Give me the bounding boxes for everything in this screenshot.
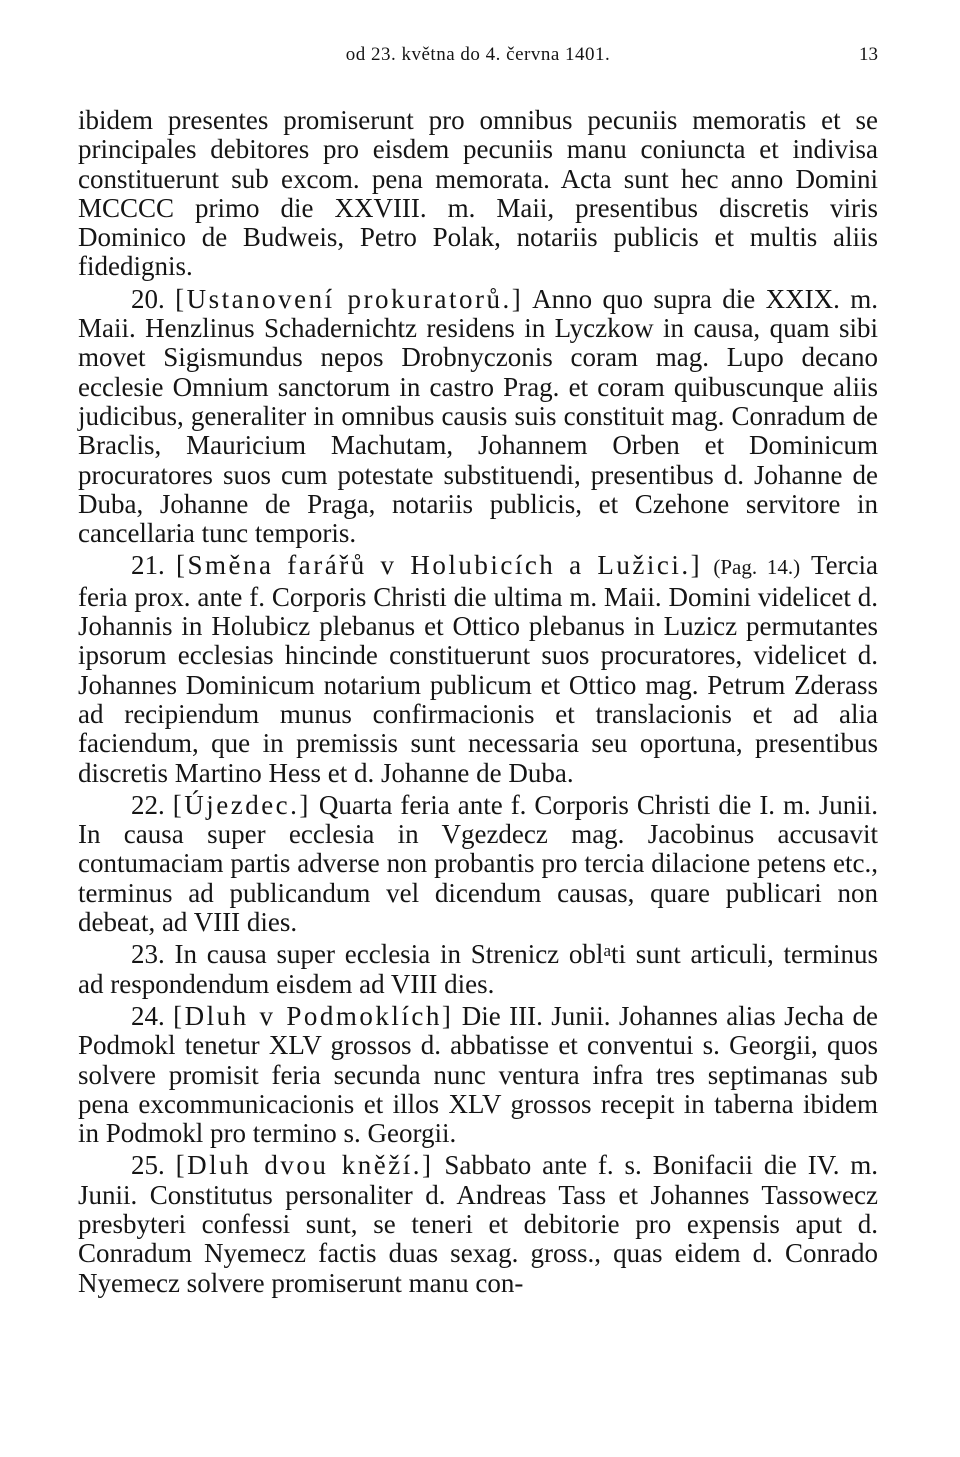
book-page [78,0,878,1301]
entry-heading: [Směna farářů v Holubicích a Lužici.] [176,550,703,581]
superscript-letter: a [603,941,611,961]
paragraph-text: ibidem presentes promiserunt pro omnibus pecuniis memoratis et se principales debitores pro eisdem pecuniis manu coniuncta et indivisa constituerunt sub excom. pena memorata. Acta sunt hec anno Domini MCCCC primo die XXVIII. m. Maii, presentibus discretis viris Dominico de Budweis, Petro Polak, notariis publicis et multis aliis fidedignis. [78,105,878,282]
entry-text: Die III. Junii. Johannes alias Jecha de Podmokl tenetur XLV grossos d. abbatisse et conventui s. Georgii, quos solvere promisit feria secunda nunc ventura infra tres septimanas sub pena excommunicacionis et illos XLV grossos recepit in taberna ibidem in Podmokl pro termino s. Georgii. [78,1000,878,1149]
entry-number: 24. [131,1000,165,1031]
entry-24 [78,1002,878,1148]
entry-number: 22. [131,789,165,820]
entry-heading: [Ustanovení prokuratorů.] [175,283,524,314]
entry-text-end: ti sunt articuli, terminus ad respondendum eisdem ad VIII dies. [78,939,878,999]
entry-text: Tercia feria prox. ante f. Corporis Christi die ultima m. Maii. Domini videlicet d. Johannis in Holubicz plebanus et Ottico plebanus in Luzicz permutantes ipsorum ecclesias hincinde constituerunt suos procuratores, videlicet d. Johannes Dominicum notarium publicum et Ottico mag. Petrum Zderass ad recipiendum munus confirmacionis et translacionis et ad alia faciendum, que in premissis sunt necessaria seu oportuna, presentibus discretis Martino Hess et d. Johanne de Duba. [78,550,879,788]
entry-text: Quarta feria ante f. Corporis Christi die I. m. Junii. In causa super ecclesia in Vgezdecz mag. Jacobinus accusavit contumaciam partis adverse non probantis pro tercia dilacione petens etc., terminus ad publicandum vel dicendum causas, quare publicari non debeat, ad VIII dies. [78,789,879,938]
page-reference: (Pag. 14.) [713,555,801,580]
running-title: od 23. května do 4. června 1401. [345,44,611,65]
entry-number: 21. [131,550,165,581]
entry-heading: [Újezdec.] [172,789,311,820]
paragraph-continuation [78,106,878,282]
entry-text: Sabbato ante f. s. Bonifacii die IV. m. Junii. Constitutus personaliter d. Andreas Tass et Johannes Tassowecz presbyteri confessi sunt, se teneri et debitorie pro expensis aput d. Conradum Nyemecz factis duas sexag. gross., quas eidem d. Conrado Nyemecz solvere promiserunt manu con- [78,1150,879,1298]
entry-heading: [Dluh dvou kněží.] [175,1150,434,1181]
page-number: 13 [859,44,878,65]
running-header [78,0,878,70]
entry-23 [78,940,878,999]
text-body [78,106,878,1298]
entry-21 [78,551,878,787]
entry-number: 20. [131,283,165,314]
entry-25 [78,1151,878,1297]
entry-text-start: In causa super ecclesia in Strenicz obl [174,939,604,970]
entry-text: Anno quo supra die XXIX. m. Maii. Henzlinus Schadernichtz residens in Lyczkow in causa, quam sibi movet Sigismundus nepos Drobnyczonis coram mag. Lupo decano ecclesie Omnium sanctorum in castro Prag. et coram quibuscunque aliis judicibus, generaliter in omnibus causis suis constituit mag. Conradum de Braclis, Mauricium Machutam, Johannem Orben et Dominicum procuratores suos cum potestate substituendi, presentibus d. Johanne de Duba, Johanne de Praga, notariis publicis, et Czehone servitore in cancellaria tunc temporis. [78,283,878,549]
entry-number: 23. [131,939,165,970]
entry-20 [78,285,878,549]
entry-heading: [Dluh v Podmoklích] [173,1000,454,1031]
entry-22 [78,791,878,937]
entry-number: 25. [131,1150,165,1181]
